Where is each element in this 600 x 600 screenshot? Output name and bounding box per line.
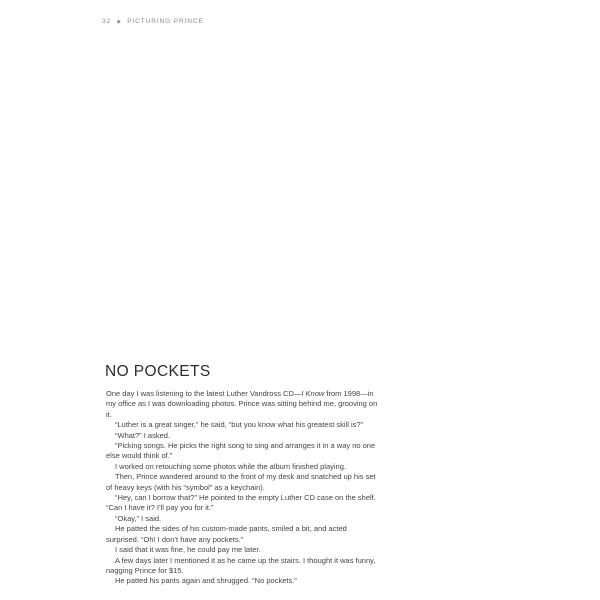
album-title: I Know bbox=[301, 389, 325, 398]
paragraph-3: “What?” I asked. bbox=[115, 430, 171, 440]
paragraph-9: He patted the sides of his custom-made pants, smiled a bit, and acted surprised. “Oh! I don’t have any pockets.” bbox=[106, 524, 347, 544]
body-text bbox=[106, 389, 378, 587]
book-title: PICTURING PRINCE bbox=[127, 18, 204, 25]
paragraph-1: One day I was listening to the latest Luther Vandross CD—I Know from 1998—in my office as I was downloading photos. Prince was sitting behind me, grooving on it. bbox=[106, 389, 378, 419]
diamond-separator-icon: ◆ bbox=[116, 18, 122, 25]
paragraph-11: A few days later I mentioned it as he came up the stairs. I thought it was funny, nagging Prince for $15. bbox=[106, 555, 376, 575]
paragraph-2: “Luther is a great singer,” he said, “but you know what his greatest skill is?” bbox=[115, 420, 364, 430]
paragraph-5: I worked on retouching some photos while the album finished playing. bbox=[115, 461, 346, 471]
paragraph-7: “Hey, can I borrow that?” He pointed to the empty Luther CD case on the shelf. “Can I have it? I’ll pay you for it.” bbox=[106, 493, 376, 513]
paragraph-6: Then, Prince wandered around to the front of my desk and snatched up his set of heavy keys (with his “symbol” as a keychain). bbox=[106, 472, 376, 492]
paragraph-10: I said that it was fine, he could pay me later. bbox=[115, 545, 261, 555]
page-number: 32 bbox=[102, 18, 112, 25]
paragraph-12: He patted his pants again and shrugged. “No pockets.” bbox=[115, 576, 297, 586]
running-header bbox=[102, 18, 204, 25]
section-title: NO POCKETS bbox=[105, 363, 211, 380]
paragraph-4: “Picking songs. He picks the right song to sing and arranges it in a way no one else would think of.” bbox=[106, 441, 376, 461]
paragraph-8: “Okay,” I said. bbox=[115, 513, 162, 523]
